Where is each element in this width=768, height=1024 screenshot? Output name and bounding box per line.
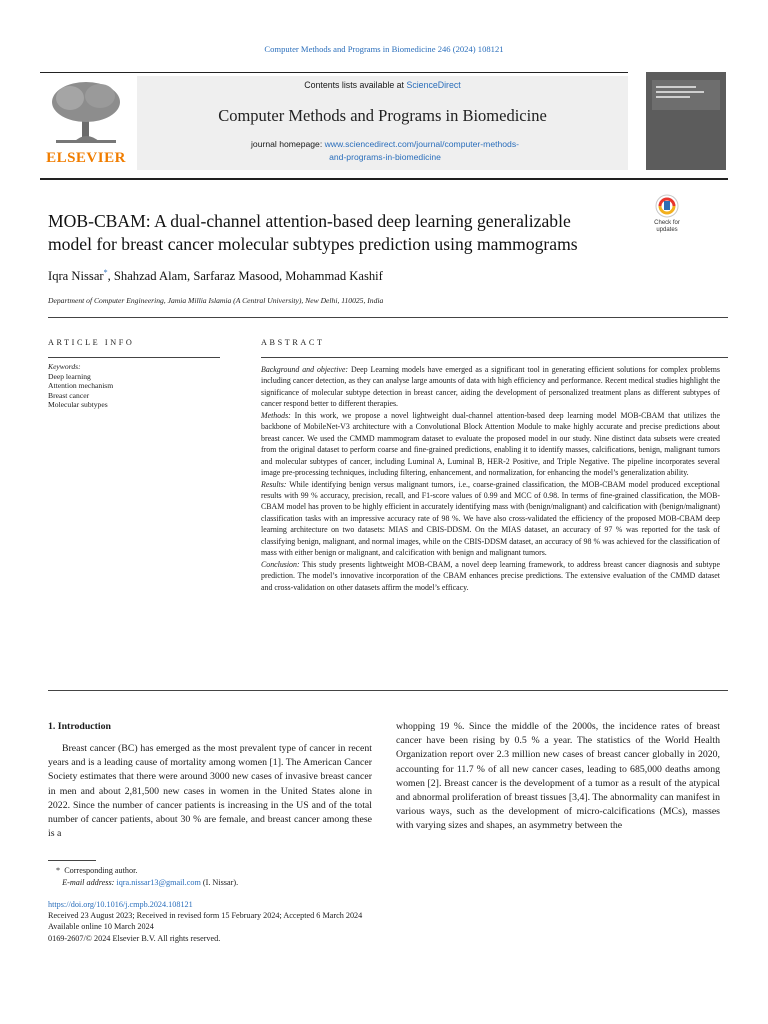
- journal-homepage-link[interactable]: www.sciencedirect.com/journal/computer-methods-: [324, 139, 519, 149]
- check-badge-line2: updates: [656, 227, 678, 233]
- journal-title: Computer Methods and Programs in Biomedicine: [218, 106, 547, 125]
- footnote-rule: [48, 860, 96, 861]
- journal-cover-label: [652, 80, 720, 110]
- keyword-item[interactable]: Deep learning: [48, 371, 91, 381]
- publication-info: [48, 899, 362, 944]
- divider: [48, 317, 728, 318]
- section-heading-introduction: 1. Introduction: [48, 721, 111, 732]
- keyword-item[interactable]: Breast cancer: [48, 390, 90, 400]
- author-2[interactable]: Shahzad Alam: [113, 269, 188, 284]
- paragraph: whopping 19 %. Since the middle of the 2000s, the incidence rates of breast cancer have been rising by 0.5 % a year. The statistics of the World Health Organization report over 2.3 million new cases of breast cancer globally in 2020, accounting for 11.7 % of all new cancer cases, leading to 685,000 deaths among women [2]. Breast cancer is the development of a tumor as a result of the atypical and abnormal proliferation of breast tissues [3,4]. The abnormality can manifest in various ways, such as the development of micro-calcifications (MCs), masses with varying sizes and shapes, an asymmetry between the: [396, 721, 720, 832]
- article-info-heading: ARTICLE INFO: [48, 338, 135, 347]
- abstract-conclusion: Conclusion: This study presents lightweight MOB-CBAM, a novel deep learning framework, to address breast cancer diagnosis and subtype prediction. The model’s innovative incorporation of the CBAM enhances precise predictions. The extensive evaluation of the CMMD dataset and cross-validation on other datasets affirm the model’s efficacy.: [261, 559, 720, 592]
- article-info-rule: [48, 357, 220, 358]
- journal-reference-link[interactable]: Computer Methods and Programs in Biomedicine 246 (2024) 108121: [264, 44, 504, 54]
- corresponding-author-mark[interactable]: *: [103, 268, 108, 277]
- publisher-logo: ELSEVIER: [46, 150, 126, 166]
- available-online: Available online 10 March 2024: [48, 922, 154, 932]
- received-dates: Received 23 August 2023; Received in revised form 15 February 2024; Accepted 6 March 2024: [48, 911, 363, 921]
- footnote-corresponding: * Corresponding author.: [56, 866, 138, 875]
- author-3[interactable]: Sarfaraz Masood: [193, 269, 279, 284]
- keywords-block: [48, 362, 113, 410]
- journal-homepage: journal homepage: www.sciencedirect.com/journal/computer-methods- and-programs-in-biomedicine: [251, 139, 519, 162]
- body-column-right: [396, 720, 720, 834]
- journal-homepage-link-cont[interactable]: and-programs-in-biomedicine: [329, 151, 441, 162]
- affiliation: Department of Computer Engineering, Jamia Millia Islamia (A Central University), New Delhi, 110025, India: [48, 296, 384, 305]
- author-list: Iqra Nissar*, Shahzad Alam, Sarfaraz Masood, Mohammad Kashif: [48, 268, 383, 284]
- author-4[interactable]: Mohammad Kashif: [285, 269, 383, 284]
- abstract-background: Background and objective: Deep Learning models have emerged as a significant tool in generating efficient solutions for complex problems including cancer detection, as they can analyse large amounts of data with high efficiency and performance. Recent medical studies highlight the significance of molecular subtype detection in breast cancer, aiding the development of personalized treatment plans as different subtypes of cancer respond better to different therapies.: [261, 365, 720, 409]
- sciencedirect-link[interactable]: ScienceDirect: [406, 80, 461, 90]
- footnote-email: E-mail address: iqra.nissar13@gmail.com (I. Nissar).: [62, 878, 239, 887]
- abstract-body: [261, 364, 720, 593]
- keywords-label: Keywords:: [48, 362, 81, 371]
- email-link[interactable]: iqra.nissar13@gmail.com: [116, 878, 201, 887]
- copyright: 0169-2607/© 2024 Elsevier B.V. All rights reserved.: [48, 933, 221, 943]
- abstract-heading: ABSTRACT: [261, 338, 325, 347]
- doi-link[interactable]: https://doi.org/10.1016/j.cmpb.2024.108121: [48, 900, 193, 909]
- check-for-updates-badge[interactable]: [648, 193, 686, 233]
- keyword-item[interactable]: Molecular subtypes: [48, 400, 108, 410]
- abstract-rule: [261, 357, 728, 358]
- author-1[interactable]: Iqra Nissar: [48, 269, 104, 284]
- abstract-methods: Methods: In this work, we propose a novel lightweight dual-channel attention-based deep learning model MOB-CBAM that utilizes the backbone of MobileNet-V3 architecture with a Convolutional Block Attention Module to make highly accurate and precise predictions about breast cancer. We used the CMMD mammogram dataset to evaluate the proposed model in our study. Nine distinct data subsets were created from the original dataset to perform coarse and fine-grained predictions, enabling it to identify masses, calcifications, benign, malignant tumors and molecular subtypes of cancer, including Luminal A, Luminal B, HER-2 Positive, and Triple Negative. The pipeline incorporates several image pre-processing techniques, including filtering, enhancement, and normalization, for enhancing the model’s generalization ability.: [261, 410, 720, 478]
- check-badge-line1: Check for: [654, 220, 680, 226]
- keyword-item[interactable]: Attention mechanism: [48, 381, 114, 391]
- body-column-left: [48, 742, 372, 841]
- paragraph: Breast cancer (BC) has emerged as the most prevalent type of cancer in recent years and is a leading cause of mortality among women [1]. The American Cancer Society estimates that there were around 3000 new cases of invasive breast cancer in men and about 2,81,500 new cases in women in the United States alone in 2022. Since the number of cancer patients is increasing in the US and of the total number of cancer patients, about 30 % are female, and breast cancer among these is a: [48, 743, 372, 840]
- abstract-results: Results: While identifying benign versus malignant tumors, i.e., coarse-grained classification, the MOB-CBAM model produced exceptional results with 99 % accuracy, precision, recall, and F1-score values of 0.99 and MCC of 0.98. In terms of fine-grained classification, the MOB-CBAM model has proven to be highly efficient in accurately identifying mass with (benign/malignant) and calcification with (benign/malignant) classification tasks with an impressive accuracy rate of 98 %. We have also cross-validated the efficiency of the proposed MOB-CBAM deep learning architecture on two datasets: MIAS and CBIS-DDSM. On the MIAS dataset, an accuracy of 97 % was reported for the task of classifying benign, malignant, and normal images, while on the CBIS-DDSM dataset, an accuracy of 98 % was achieved for the classification of mass with either benign or malignant, and calcification with benign and malignant tumors.: [261, 479, 720, 558]
- header-rule: [40, 178, 728, 180]
- contents-line: Contents lists available at ScienceDirect: [304, 80, 461, 90]
- divider: [48, 690, 728, 691]
- paper-title: MOB-CBAM: A dual-channel attention-based deep learning generalizable model for breast cancer molecular subtypes prediction using mammograms: [48, 211, 578, 254]
